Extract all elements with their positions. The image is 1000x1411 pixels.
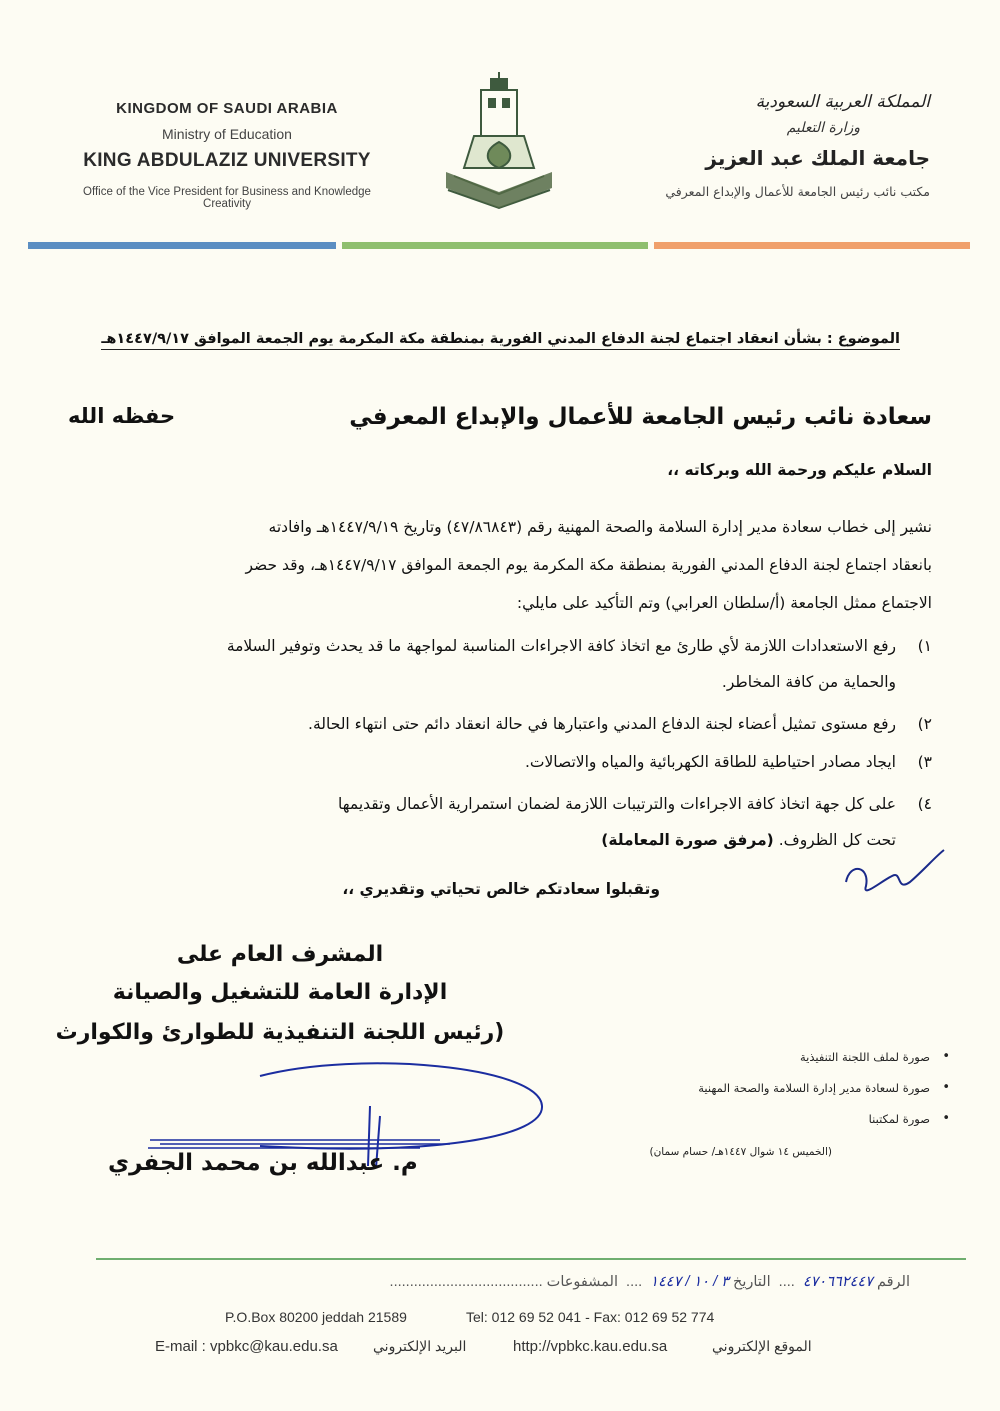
copy-item: صورة لسعادة مدير إدارة السلامة والصحة المهنية • [698, 1081, 930, 1095]
subject-line [101, 331, 900, 347]
attachments-label: المشفوعات [546, 1274, 618, 1290]
list-item-text: والحماية من كافة المخاطر. [721, 673, 896, 691]
list-item-text: ايجاد مصادر احتياطية للطاقة الكهربائية والمياه والاتصالات. [524, 753, 896, 771]
signatory-name: م. عبدالله بن محمد الجفري [108, 1150, 418, 1176]
list-item-number: ١) [917, 637, 932, 655]
header-ar-office: مكتب نائب رئيس الجامعة للأعمال والإبداع المعرفي [665, 184, 930, 199]
reference-line: الرقم ٤٧٠٦٦٢٤٤٧ .... التاريخ ٣ / ١٠ / ١٤٤٧ .... المشفوعات ...................................... [389, 1274, 910, 1290]
list-item [68, 786, 932, 858]
list-item-text: رفع مستوى تمثيل أعضاء لجنة الدفاع المدني واعتبارها في حالة انعقاد دائم حتى انتهاء الحالة. [308, 715, 896, 733]
email-link[interactable]: E-mail : vpbkc@kau.edu.sa [155, 1338, 338, 1355]
subject-text: بشأن انعقاد اجتماع لجنة الدفاع المدني الفورية بمنطقة مكة المكرمة يوم الجمعة الموافق ١٤٤٧/٩/١٧هـ [101, 331, 822, 347]
pobox: P.O.Box 80200 jeddah 21589 [225, 1309, 407, 1325]
header-ar-university: جامعة الملك عبد العزيز [705, 146, 930, 170]
email-label-ar: البريد الإلكتروني [373, 1338, 467, 1354]
signature-title: المشرف العام على [176, 942, 384, 967]
signature-title: (رئيس اللجنة التنفيذية للطوارئ والكوارث [55, 1020, 505, 1045]
greeting: السلام عليكم ورحمة الله وبركاته ،، [667, 461, 932, 479]
addressee: سعادة نائب رئيس الجامعة للأعمال والإبداع المعرفي [349, 404, 932, 430]
list-item-text: على كل جهة اتخاذ كافة الاجراءات والترتيبات اللازمة لضمان استمرارية الأعمال وتقديمها [338, 795, 896, 813]
initials-signature [840, 842, 950, 902]
ref-label: الرقم [876, 1274, 910, 1290]
university-logo [440, 72, 558, 212]
honorific: حفظه الله [68, 404, 176, 428]
header-en-office: Office of the Vice President for Business and Knowledge Creativity [83, 186, 371, 210]
list-item [68, 628, 932, 700]
copy-item: صورة لمكتبنا • [869, 1112, 930, 1126]
tel-fax: Tel: 012 69 52 041 - Fax: 012 69 52 774 [466, 1309, 715, 1325]
paragraph-line: الاجتماع ممثل الجامعة (أ/سلطان العرابي) وتم التأكيد على مايلي: [516, 594, 932, 612]
signature-title: الإدارة العامة للتشغيل والصيانة [112, 980, 448, 1005]
meta-note: (الخميس ١٤ شوال ١٤٤٧هـ/ حسام سمان) [649, 1146, 832, 1158]
copy-item: صورة لملف اللجنة التنفيذية • [800, 1050, 930, 1064]
website-label-ar: الموقع الإلكتروني [712, 1338, 812, 1354]
subject-label: الموضوع : [826, 331, 900, 347]
header-bar-green [342, 242, 648, 249]
list-item-number: ٢) [917, 715, 932, 733]
list-item [68, 744, 932, 780]
footer-divider [96, 1258, 966, 1260]
header-en-kingdom: KINGDOM OF SAUDI ARABIA [116, 100, 338, 117]
header-en-ministry: Ministry of Education [162, 126, 292, 142]
paragraph-line: نشير إلى خطاب سعادة مدير إدارة السلامة والصحة المهنية رقم (٤٧/٨٦٨٤٣) وتاريخ ١٤٤٧/٩/١٩هـ وافادته [268, 518, 932, 536]
ref-value: ٤٧٠٦٦٢٤٤٧ [802, 1274, 873, 1290]
date-label: التاريخ [732, 1274, 771, 1290]
header-bar-blue [28, 242, 336, 249]
header-ar-kingdom: المملكة العربية السعودية [755, 92, 930, 112]
website-link[interactable]: http://vpbkc.kau.edu.sa [513, 1338, 668, 1355]
header-bar-orange [654, 242, 970, 249]
closing-line: وتقبلوا سعادتكم خالص تحياتي وتقديري ،، [342, 880, 660, 898]
list-item [68, 706, 932, 742]
attachment-note: (مرفق صورة المعاملة) [601, 831, 774, 849]
header-ar-ministry: وزارة التعليم [786, 120, 860, 136]
paragraph-line: بانعقاد اجتماع لجنة الدفاع المدني الفورية بمنطقة مكة المكرمة يوم الجمعة الموافق ١٤٤٧/٩/١٧هـ، وقد حضر [245, 556, 932, 574]
list-item-number: ٤) [917, 795, 932, 813]
header-en-university: KING ABDULAZIZ UNIVERSITY [83, 150, 371, 171]
list-item-number: ٣) [917, 753, 932, 771]
list-item-text: رفع الاستعدادات اللازمة لأي طارئ مع اتخاذ كافة الاجراءات المناسبة لمواجهة ما قد يحدث وتوفير السلامة [226, 637, 896, 655]
date-value: ٣ / ١٠ / ١٤٤٧ [650, 1274, 729, 1290]
list-item-text: تحت كل الظروف. [778, 831, 896, 849]
